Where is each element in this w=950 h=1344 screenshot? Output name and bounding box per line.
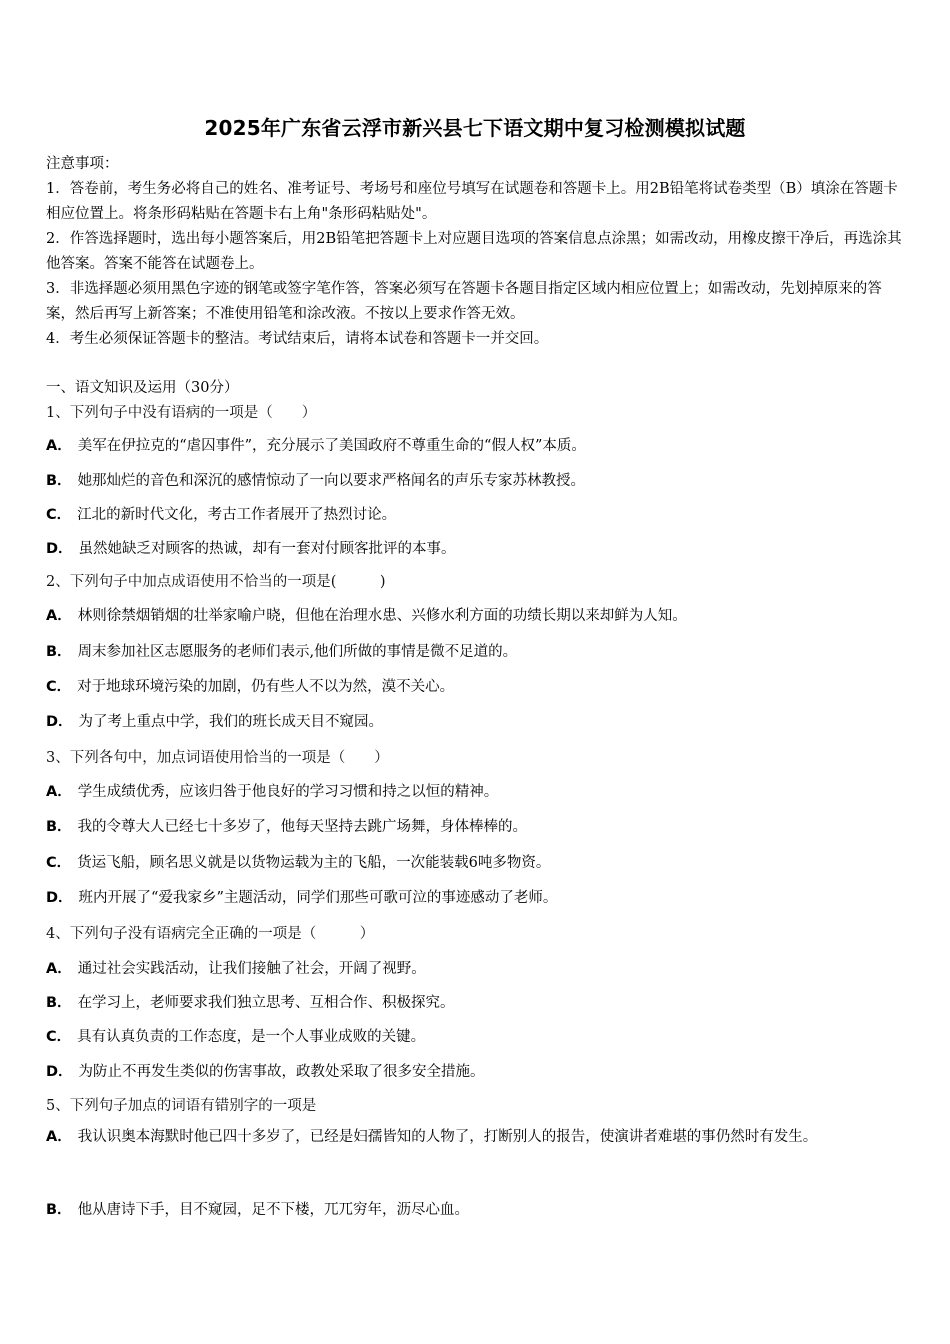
section-title: 一、语文知识及运用（30分） [46, 380, 239, 396]
option-letter: D． [46, 1064, 73, 1080]
question-stem: 3、下列各句中，加点词语使用恰当的一项是（ ） [46, 750, 389, 766]
option-b [46, 991, 904, 1012]
question-stem: 1、下列句子中没有语病的一项是（ ） [46, 405, 317, 421]
notice-block [46, 152, 906, 352]
option-b [46, 640, 904, 661]
option-letter: D． [46, 714, 73, 730]
option-text: 我的令尊大人已经七十多岁了，他每天坚持去跳广场舞，身体棒棒的。 [77, 819, 528, 835]
option-a [46, 604, 904, 625]
option-text: 她那灿烂的音色和深沉的感情惊动了一向以要求严格闻名的声乐专家苏林教授。 [77, 473, 586, 489]
option-d [46, 710, 904, 731]
option-text: 美军在伊拉克的“虐囚事件”，充分展示了美国政府不尊重生命的“假人权”本质。 [77, 438, 586, 454]
notice-heading: 注意事项： [46, 156, 119, 172]
option-a [46, 780, 904, 801]
option-c [46, 851, 904, 872]
option-letter: D． [46, 890, 73, 906]
option-letter: C． [46, 1029, 72, 1045]
option-text: 班内开展了“爱我家乡”主题活动，同学们那些可歌可泣的事迹感动了老师。 [78, 890, 558, 906]
option-text: 通过社会实践活动，让我们接触了社会，开阔了视野。 [77, 961, 426, 977]
option-c [46, 503, 904, 524]
option-b [46, 815, 904, 836]
option-text: 他从唐诗下手，目不窥园，足不下楼，兀兀穷年，沥尽心血。 [77, 1202, 470, 1218]
option-a [46, 957, 904, 978]
option-d [46, 537, 904, 558]
option-letter: C． [46, 679, 72, 695]
option-text: 学生成绩优秀，应该归咎于他良好的学习习惯和持之以恒的精神。 [77, 784, 499, 800]
option-b [46, 1198, 904, 1219]
option-a [46, 1119, 904, 1155]
option-letter: B． [46, 473, 72, 489]
option-letter: B． [46, 644, 72, 660]
option-letter: B． [46, 995, 72, 1011]
option-text: 江北的新时代文化，考古工作者展开了热烈讨论。 [77, 507, 397, 523]
page-title: 2025年广东省云浮市新兴县七下语文期中复习检测模拟试题 [204, 116, 746, 140]
option-letter: D． [46, 541, 73, 557]
option-c [46, 1025, 904, 1046]
option-letter: C． [46, 855, 72, 871]
option-d [46, 1060, 904, 1081]
option-text: 具有认真负责的工作态度，是一个人事业成败的关键。 [77, 1029, 426, 1045]
question-stem: 4、下列句子没有语病完全正确的一项是（ ） [46, 926, 375, 942]
option-d [46, 886, 904, 907]
option-a [46, 434, 904, 455]
question-stem: 2、下列句子中加点成语使用不恰当的一项是( ) [46, 574, 386, 590]
option-letter: B． [46, 1202, 72, 1218]
notice-item: 4．考生必须保证答题卡的整洁。考试结束后，请将本试卷和答题卡一并交回。 [46, 331, 549, 347]
option-text: 周末参加社区志愿服务的老师们表示,他们所做的事情是微不足道的。 [77, 644, 518, 660]
notice-item: 2．作答选择题时，选出每小题答案后，用2B铅笔把答题卡上对应题目选项的答案信息点涂黑；如需改动，用橡皮擦干净后，再选涂其他答案。答案不能答在试题卷上。 [46, 231, 902, 272]
notice-item: 1．答卷前，考生务必将自己的姓名、准考证号、考场号和座位号填写在试题卷和答题卡上。用2B铅笔将试卷类型（B）填涂在答题卡相应位置上。将条形码粘贴在答题卡右上角"条形码粘贴处"。 [46, 181, 898, 222]
option-text: 在学习上，老师要求我们独立思考、互相合作、积极探究。 [77, 995, 455, 1011]
option-text: 对于地球环境污染的加剧，仍有些人不以为然，漠不关心。 [77, 679, 455, 695]
option-b [46, 469, 904, 490]
option-text: 我认识奥本海默时他已四十多岁了，已经是妇孺皆知的人物了，打断别人的报告，使演讲者难堪的事仍然时有发生。 [77, 1129, 818, 1145]
option-text: 林则徐禁烟销烟的壮举家喻户晓，但他在治理水患、兴修水利方面的功绩长期以来却鲜为人知。 [77, 608, 687, 624]
option-letter: A． [46, 438, 72, 454]
option-letter: A． [46, 608, 72, 624]
option-letter: A． [46, 784, 72, 800]
option-text: 为了考上重点中学，我们的班长成天目不窥园。 [78, 714, 384, 730]
option-letter: B． [46, 819, 72, 835]
option-letter: C． [46, 507, 72, 523]
option-letter: A． [46, 961, 72, 977]
option-letter: A． [46, 1129, 72, 1145]
option-text: 虽然她缺乏对顾客的热诚，却有一套对付顾客批评的本事。 [78, 541, 456, 557]
option-c [46, 675, 904, 696]
notice-item: 3．非选择题必须用黑色字迹的钢笔或签字笔作答，答案必须写在答题卡各题目指定区域内相应位置上；如需改动，先划掉原来的答案，然后再写上新答案；不准使用铅笔和涂改液。不按以上要求作答无效。 [46, 281, 882, 322]
option-text: 货运飞船，顾名思义就是以货物运载为主的飞船，一次能装载6吨多物资。 [77, 855, 551, 871]
question-stem: 5、下列句子加点的词语有错别字的一项是 [46, 1098, 317, 1114]
option-text: 为防止不再发生类似的伤害事故，政教处采取了很多安全措施。 [78, 1064, 485, 1080]
